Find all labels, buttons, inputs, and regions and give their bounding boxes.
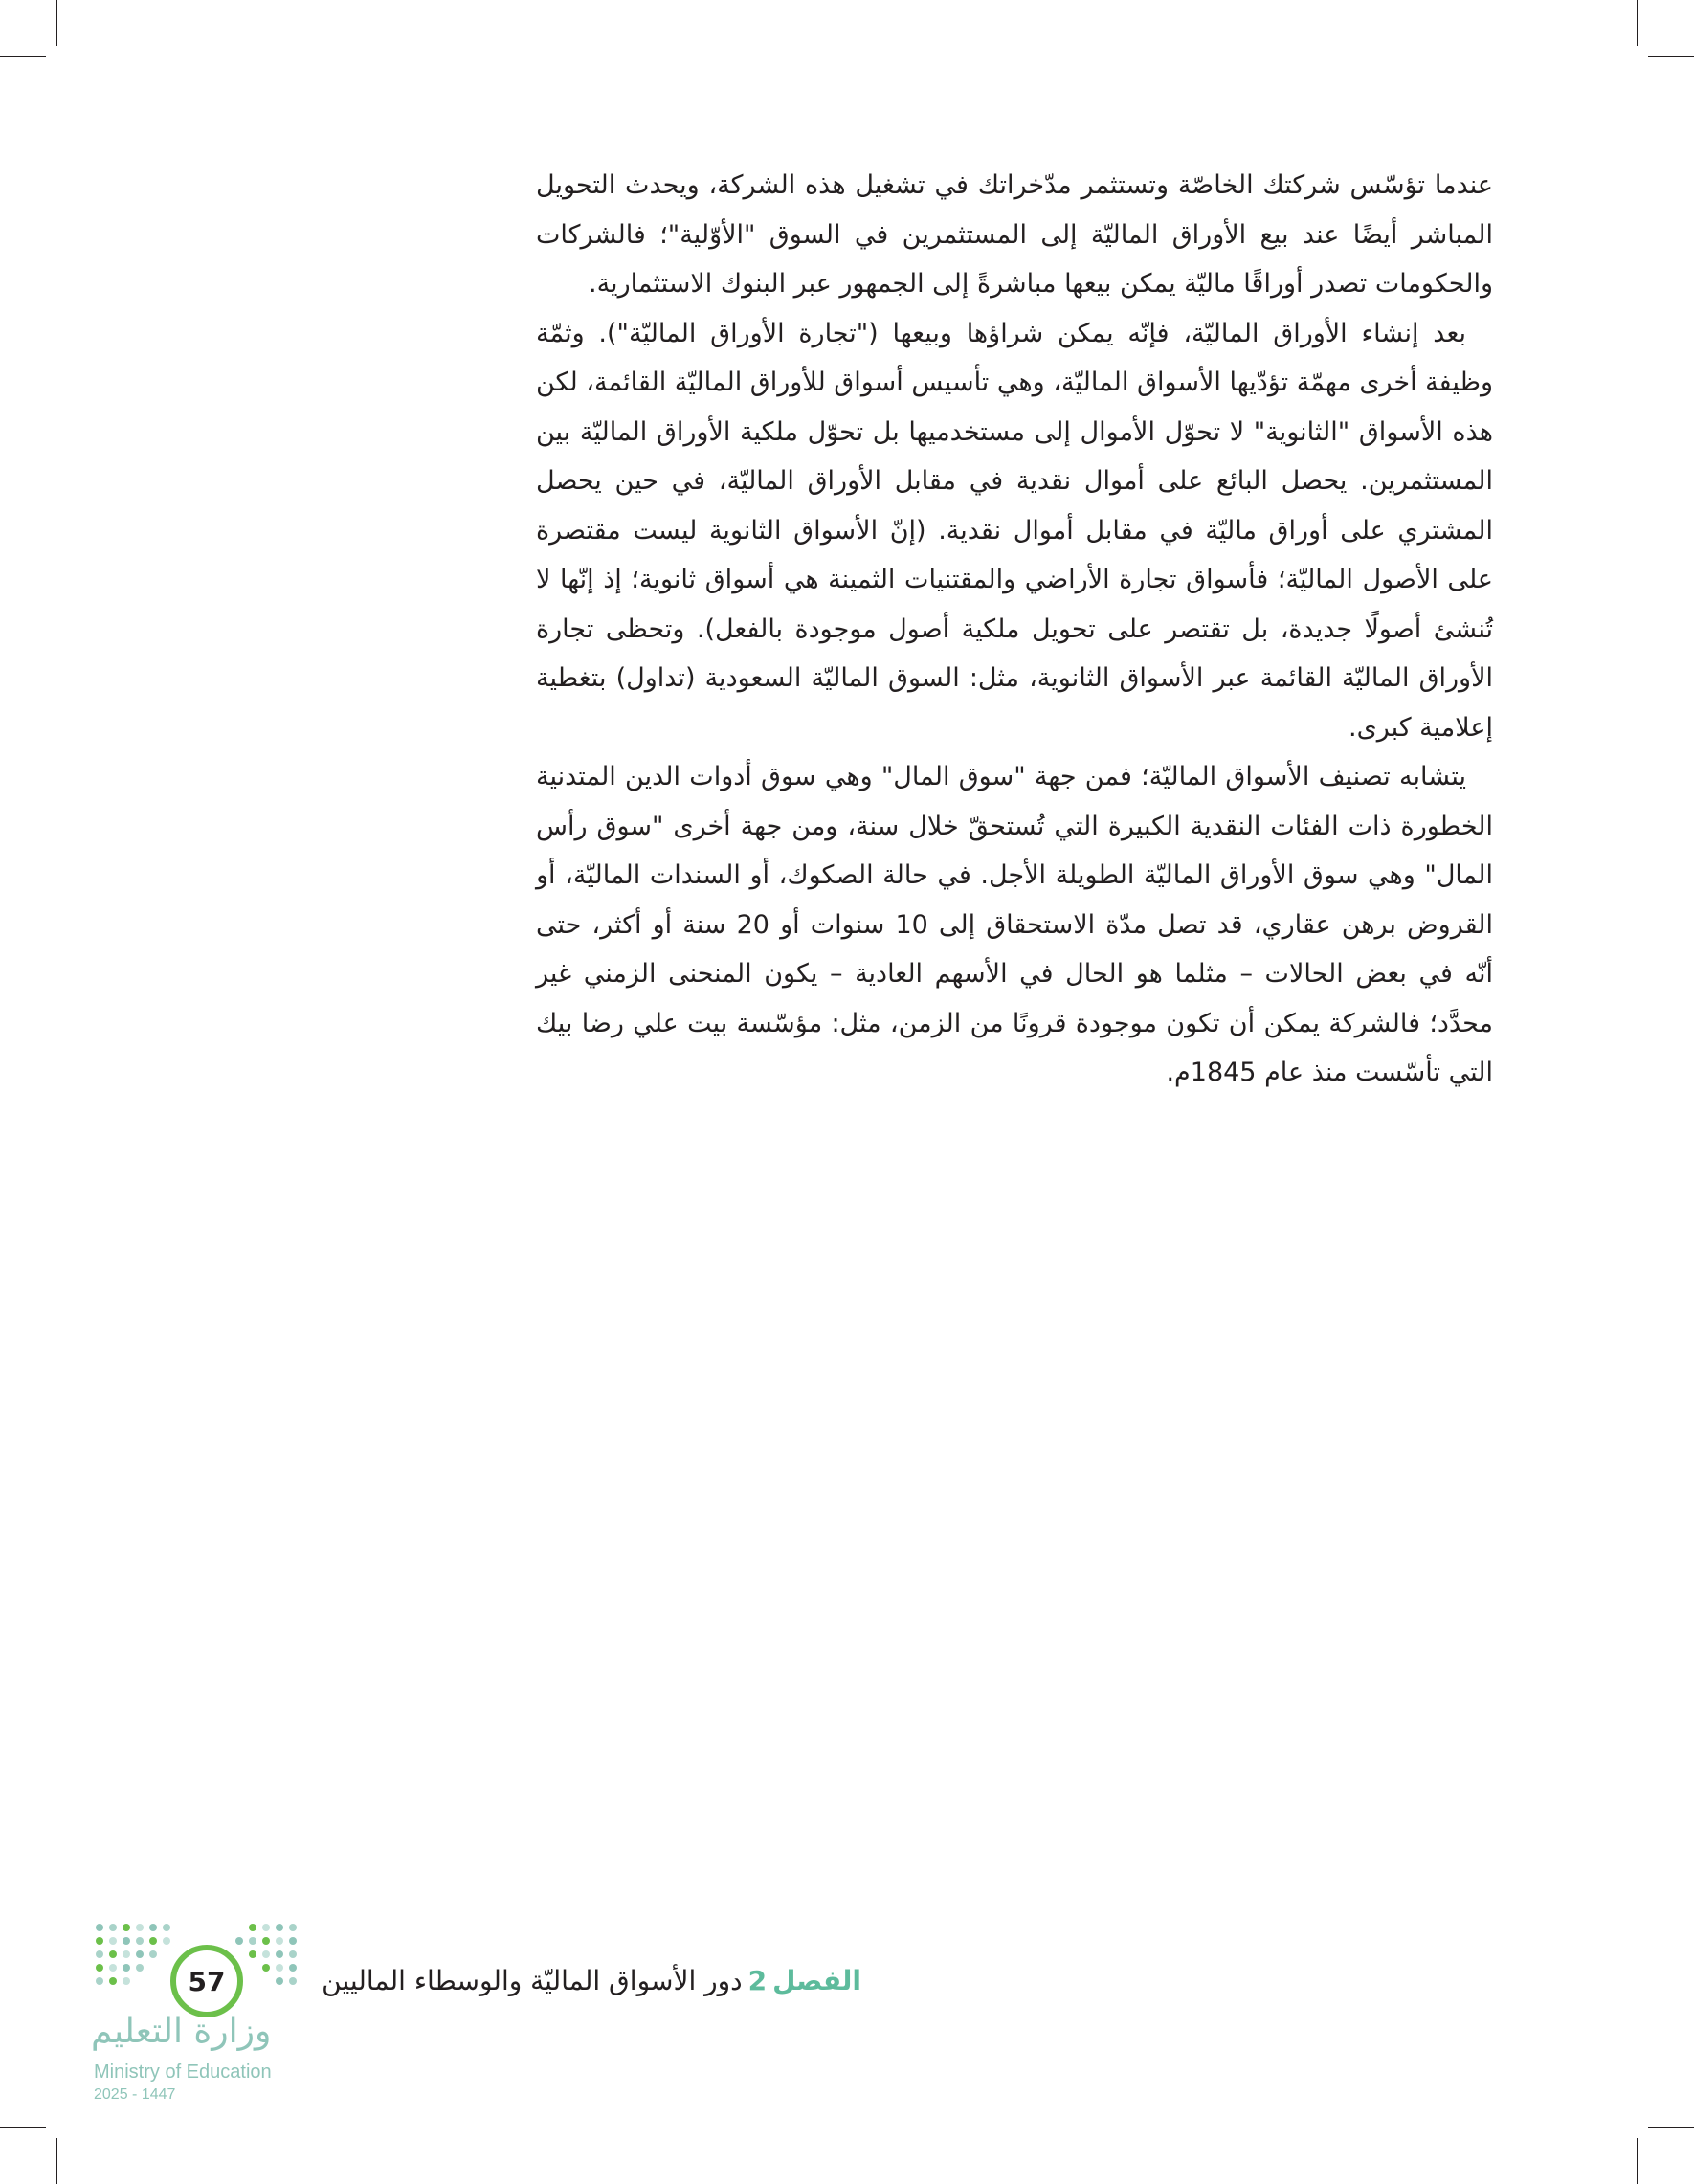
logo-dot [235, 1937, 243, 1945]
crop-mark-bottom-left-v [56, 2138, 57, 2184]
logo-dot [163, 1937, 170, 1945]
logo-dot [276, 1977, 283, 1985]
logo-dot [289, 1937, 297, 1945]
logo-dot [276, 1950, 283, 1958]
logo-dot [136, 1924, 144, 1931]
paragraph-2: بعد إنشاء الأوراق الماليّة، فإنّه يمكن شراؤها وبيعها ("تجارة الأوراق الماليّة"). وثمّة وظيفة أخرى مهمّة تؤدّيها الأسواق الماليّة، وهي تأسيس أسواق للأوراق الماليّة القائمة، لكن هذه الأسواق "الثانوية" لا تحوّل الأموال إلى مستخدميها بل تحوّل ملكية الأوراق الماليّة بين المستثمرين. يحصل البائع على أموال نقدية في مقابل الأوراق الماليّة، في حين يحصل المشتري على أوراق ماليّة في مقابل أموال نقدية. (إنّ الأسواق الثانوية ليست مقتصرة على الأصول الماليّة؛ فأسواق تجارة الأراضي والمقتنيات الثمينة هي أسواق ثانوية؛ إذ إنّها لا تُنشئ أصولًا جديدة، بل تقتصر على تحويل ملكية أصول موجودة بالفعل). وتحظى تجارة الأوراق الماليّة القائمة عبر الأسواق الثانوية، مثل: السوق الماليّة السعودية (تداول) بتغطية إعلامية كبرى. [536, 318, 1493, 743]
body-text [536, 161, 1493, 1098]
logo-dot [96, 1937, 103, 1945]
logo-dot [249, 1924, 256, 1931]
logo-dot [109, 1977, 117, 1985]
page-number: 57 [170, 1945, 243, 2017]
logo-dot [262, 1924, 270, 1931]
crop-mark-top-left-v [56, 0, 57, 46]
logo-dot [136, 1964, 144, 1972]
logo-dot [123, 1964, 130, 1972]
logo-dot [262, 1950, 270, 1958]
logo-dot [262, 1937, 270, 1945]
logo-dot [109, 1924, 117, 1931]
logo-dot [123, 1937, 130, 1945]
crop-mark-top-left-h [0, 56, 46, 57]
crop-mark-bottom-left-h [0, 2127, 46, 2128]
logo-dot [249, 1937, 256, 1945]
logo-dot [149, 1924, 157, 1931]
logo-dot [289, 1977, 297, 1985]
chapter-title: دور الأسواق الماليّة والوسطاء الماليين [322, 1965, 743, 1996]
page-footer [0, 1905, 1694, 2103]
ministry-logo-year: 2025 - 1447 [94, 2086, 176, 2103]
chapter-heading [287, 1962, 861, 2000]
logo-dot [109, 1964, 117, 1972]
logo-dot [96, 1964, 103, 1972]
logo-dot [276, 1964, 283, 1972]
paragraph-1: عندما تؤسّس شركتك الخاصّة وتستثمر مدّخراتك في تشغيل هذه الشركة، ويحدث التحويل المباشر أيضًا عند بيع الأوراق الماليّة إلى المستثمرين في السوق "الأوّلية"؛ فالشركات والحكومات تصدر أوراقًا ماليّة يمكن بيعها مباشرةً إلى الجمهور عبر البنوك الاستثمارية. [536, 170, 1493, 299]
logo-dot [109, 1950, 117, 1958]
crop-mark-bottom-right-v [1637, 2138, 1638, 2184]
chapter-number: 2 [747, 1965, 768, 1996]
logo-dot [136, 1950, 144, 1958]
chapter-label: الفصل [772, 1965, 861, 1996]
logo-dot [149, 1937, 157, 1945]
logo-dot [123, 1977, 130, 1985]
crop-mark-top-right-v [1637, 0, 1638, 46]
crop-mark-top-right-h [1648, 56, 1694, 57]
logo-dot [96, 1950, 103, 1958]
logo-dot [276, 1924, 283, 1931]
logo-dot [289, 1950, 297, 1958]
logo-dot [96, 1977, 103, 1985]
logo-dot [289, 1924, 297, 1931]
ministry-logo-arabic: وزارة التعليم [91, 2012, 272, 2051]
logo-dot [262, 1964, 270, 1972]
logo-dot [289, 1964, 297, 1972]
ministry-logo-english: Ministry of Education [94, 2061, 272, 2083]
paragraph-3: يتشابه تصنيف الأسواق الماليّة؛ فمن جهة "سوق المال" وهي سوق أدوات الدين المتدنية الخطورة ذات الفئات النقدية الكبيرة التي تُستحقّ خلال سنة، ومن جهة أخرى "سوق رأس المال" وهي سوق الأوراق الماليّة الطويلة الأجل. في حالة الصكوك، أو السندات الماليّة، أو القروض برهن عقاري، قد تصل مدّة الاستحقاق إلى 10 سنوات أو 20 سنة أو أكثر، حتى أنّه في بعض الحالات – مثلما هو الحال في الأسهم العادية – يكون المنحنى الزمني غير محدَّد؛ فالشركة يمكن أن تكون موجودة قرونًا من الزمن، مثل: مؤسّسة بيت علي رضا بيك التي تأسّست منذ عام 1845م. [536, 762, 1493, 1087]
logo-dot [136, 1937, 144, 1945]
logo-dot [276, 1937, 283, 1945]
logo-dot [163, 1924, 170, 1931]
logo-dot [249, 1950, 256, 1958]
logo-dot [109, 1937, 117, 1945]
logo-dot [96, 1924, 103, 1931]
logo-dot [123, 1924, 130, 1931]
logo-dot [149, 1950, 157, 1958]
crop-mark-bottom-right-h [1648, 2127, 1694, 2128]
logo-dot [123, 1950, 130, 1958]
